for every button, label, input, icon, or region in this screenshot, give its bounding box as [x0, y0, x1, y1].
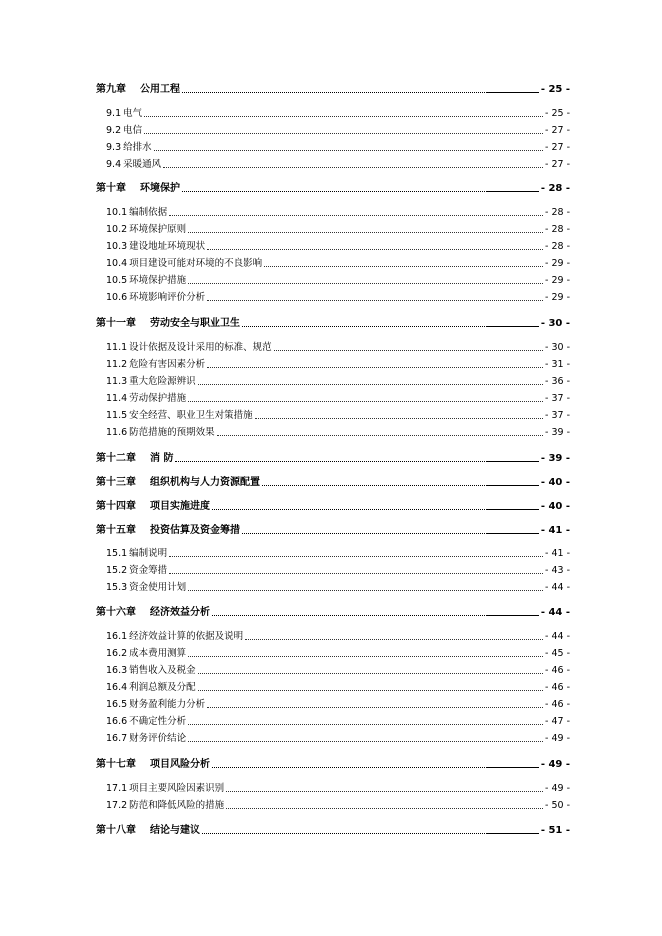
entry-page-number: - 49 -: [545, 783, 570, 794]
entry-title: 投资估算及资金筹措: [150, 525, 240, 536]
entry-page-number: - 49 -: [545, 733, 570, 744]
toc-section-entry[interactable]: [106, 629, 570, 643]
entry-number: 第十四章: [96, 501, 136, 512]
entry-page-number: - 46 -: [545, 665, 570, 676]
dot-leader: [188, 283, 543, 284]
entry-title: 成本费用测算: [129, 648, 187, 659]
entry-number: 16.1: [106, 631, 128, 642]
entry-page-number: - 36 -: [545, 376, 570, 387]
dot-leader: [207, 707, 543, 708]
leader-rule: [487, 326, 539, 327]
entry-page-number: - 47 -: [545, 716, 570, 727]
leader-rule: [487, 461, 539, 462]
dot-leader: [226, 791, 543, 792]
dot-leader: [245, 639, 543, 640]
toc-section-entry[interactable]: [106, 157, 570, 171]
toc-chapter-entry[interactable]: [96, 181, 570, 195]
dot-leader: [198, 384, 543, 385]
entry-number: 10.6: [106, 292, 128, 303]
entry-title: 财务评价结论: [129, 733, 187, 744]
entry-number: 第十五章: [96, 525, 136, 536]
toc-section-entry[interactable]: [106, 731, 570, 745]
entry-number: 第十七章: [96, 759, 136, 770]
entry-title: 经济效益分析: [150, 607, 210, 618]
entry-page-number: - 29 -: [545, 258, 570, 269]
dot-leader: [226, 808, 543, 809]
dot-leader: [198, 690, 543, 691]
dot-leader: [182, 92, 539, 93]
toc-chapter-entry[interactable]: [96, 475, 570, 489]
entry-title: 消 防: [150, 453, 174, 464]
leader-rule: [487, 833, 539, 834]
dot-leader: [207, 367, 543, 368]
toc-section-entry[interactable]: [106, 106, 570, 120]
leader-rule: [487, 767, 539, 768]
leader-rule: [487, 191, 539, 192]
toc-section-entry[interactable]: [106, 580, 570, 594]
entry-title: 防范和降低风险的措施: [129, 800, 225, 811]
entry-number: 16.6: [106, 716, 128, 727]
toc-section-entry[interactable]: [106, 563, 570, 577]
entry-page-number: - 44 -: [540, 607, 570, 618]
dot-leader: [212, 509, 539, 510]
entry-number: 10.2: [106, 224, 128, 235]
toc-section-entry[interactable]: [106, 222, 570, 236]
toc-section-entry[interactable]: [106, 357, 570, 371]
entry-title: 安全经营、职业卫生对策措施: [129, 410, 253, 421]
dot-leader: [169, 573, 543, 574]
entry-number: 11.3: [106, 376, 128, 387]
entry-number: 11.5: [106, 410, 128, 421]
entry-title: 资金使用计划: [129, 582, 187, 593]
entry-number: 第十一章: [96, 318, 136, 329]
toc-section-entry[interactable]: [106, 374, 570, 388]
entry-number: 第九章: [96, 84, 126, 95]
entry-number: 第十章: [96, 183, 126, 194]
dot-leader: [188, 590, 543, 591]
toc-section-entry[interactable]: [106, 680, 570, 694]
entry-page-number: - 45 -: [545, 648, 570, 659]
entry-title: 销售收入及税金: [129, 665, 196, 676]
entry-title: 设计依据及设计采用的标准、规范: [129, 342, 272, 353]
entry-title: 编制依据: [129, 207, 168, 218]
entry-page-number: - 44 -: [545, 631, 570, 642]
entry-page-number: - 27 -: [545, 125, 570, 136]
entry-number: 第十八章: [96, 825, 136, 836]
entry-title: 电气: [123, 108, 143, 119]
dot-leader: [188, 232, 543, 233]
entry-title: 项目风险分析: [150, 759, 210, 770]
dot-leader: [188, 724, 543, 725]
dot-leader: [274, 350, 543, 351]
toc-chapter-entry[interactable]: [96, 451, 570, 465]
toc-section-entry[interactable]: [106, 646, 570, 660]
toc-section-entry[interactable]: [106, 714, 570, 728]
entry-title: 结论与建议: [150, 825, 200, 836]
entry-title: 环境保护措施: [129, 275, 187, 286]
entry-page-number: - 28 -: [545, 207, 570, 218]
leader-rule: [487, 509, 539, 510]
entry-title: 公用工程: [140, 84, 180, 95]
entry-title: 财务盈利能力分析: [129, 699, 206, 710]
dot-leader: [242, 533, 539, 534]
entry-title: 采暖通风: [123, 159, 162, 170]
toc-section-entry[interactable]: [106, 546, 570, 560]
entry-page-number: - 50 -: [545, 800, 570, 811]
entry-title: 危险有害因素分析: [129, 359, 206, 370]
entry-page-number: - 29 -: [545, 275, 570, 286]
entry-page-number: - 41 -: [545, 548, 570, 559]
entry-title: 不确定性分析: [129, 716, 187, 727]
dot-leader: [262, 485, 539, 486]
entry-title: 组织机构与人力资源配置: [150, 477, 260, 488]
entry-number: 9.1: [106, 108, 122, 119]
dot-leader: [144, 116, 543, 117]
entry-number: 16.7: [106, 733, 128, 744]
entry-page-number: - 29 -: [545, 292, 570, 303]
entry-page-number: - 39 -: [540, 453, 570, 464]
entry-number: 10.1: [106, 207, 128, 218]
dot-leader: [182, 191, 539, 192]
entry-title: 建设地址环境现状: [129, 241, 206, 252]
entry-title: 劳动保护措施: [129, 393, 187, 404]
toc-section-entry[interactable]: [106, 781, 570, 795]
toc-section-entry[interactable]: [106, 340, 570, 354]
dot-leader: [264, 266, 543, 267]
entry-number: 11.6: [106, 427, 128, 438]
entry-number: 16.5: [106, 699, 128, 710]
entry-title: 利润总额及分配: [129, 682, 196, 693]
toc-chapter-entry[interactable]: [96, 605, 570, 619]
dot-leader: [207, 249, 543, 250]
entry-page-number: - 31 -: [545, 359, 570, 370]
toc-section-entry[interactable]: [106, 273, 570, 287]
entry-page-number: - 25 -: [545, 108, 570, 119]
entry-page-number: - 43 -: [545, 565, 570, 576]
entry-title: 项目实施进度: [150, 501, 210, 512]
entry-page-number: - 39 -: [545, 427, 570, 438]
entry-number: 第十六章: [96, 607, 136, 618]
toc-chapter-entry[interactable]: [96, 499, 570, 513]
entry-number: 15.3: [106, 582, 128, 593]
toc-chapter-entry[interactable]: [96, 316, 570, 330]
toc-section-entry[interactable]: [106, 256, 570, 270]
toc-chapter-entry[interactable]: [96, 757, 570, 771]
dot-leader: [169, 215, 543, 216]
entry-page-number: - 27 -: [545, 142, 570, 153]
dot-leader: [175, 461, 538, 462]
toc-chapter-entry[interactable]: [96, 523, 570, 537]
entry-page-number: - 46 -: [545, 699, 570, 710]
toc-section-entry[interactable]: [106, 663, 570, 677]
toc-section-entry[interactable]: [106, 798, 570, 812]
entry-page-number: - 28 -: [545, 241, 570, 252]
leader-rule: [487, 485, 539, 486]
entry-title: 给排水: [123, 142, 152, 153]
entry-number: 10.5: [106, 275, 128, 286]
entry-title: 资金筹措: [129, 565, 168, 576]
leader-rule: [487, 92, 539, 93]
entry-title: 经济效益计算的依据及说明: [129, 631, 244, 642]
entry-page-number: - 28 -: [545, 224, 570, 235]
toc-chapter-entry[interactable]: [96, 823, 570, 837]
entry-page-number: - 44 -: [545, 582, 570, 593]
entry-number: 16.2: [106, 648, 128, 659]
entry-page-number: - 49 -: [540, 759, 570, 770]
entry-page-number: - 30 -: [540, 318, 570, 329]
leader-rule: [487, 533, 539, 534]
toc-section-entry[interactable]: [106, 140, 570, 154]
dot-leader: [207, 300, 543, 301]
entry-number: 10.3: [106, 241, 128, 252]
entry-number: 16.3: [106, 665, 128, 676]
leader-rule: [487, 615, 539, 616]
entry-page-number: - 37 -: [545, 393, 570, 404]
entry-page-number: - 46 -: [545, 682, 570, 693]
entry-page-number: - 51 -: [540, 825, 570, 836]
entry-title: 防范措施的预期效果: [129, 427, 215, 438]
toc-section-entry[interactable]: [106, 697, 570, 711]
entry-page-number: - 25 -: [540, 84, 570, 95]
dot-leader: [144, 133, 543, 134]
entry-number: 11.1: [106, 342, 128, 353]
entry-title: 劳动安全与职业卫生: [150, 318, 240, 329]
entry-title: 环境保护原则: [129, 224, 187, 235]
entry-title: 电信: [123, 125, 143, 136]
dot-leader: [163, 167, 543, 168]
toc-section-entry[interactable]: [106, 391, 570, 405]
dot-leader: [202, 833, 539, 834]
entry-page-number: - 30 -: [545, 342, 570, 353]
entry-page-number: - 41 -: [540, 525, 570, 536]
dot-leader: [212, 615, 539, 616]
entry-page-number: - 37 -: [545, 410, 570, 421]
entry-title: 重大危险源辨识: [129, 376, 196, 387]
entry-number: 17.2: [106, 800, 128, 811]
entry-number: 10.4: [106, 258, 128, 269]
entry-number: 9.2: [106, 125, 122, 136]
toc-section-entry[interactable]: [106, 425, 570, 439]
entry-number: 9.3: [106, 142, 122, 153]
toc-section-entry[interactable]: [106, 408, 570, 422]
entry-page-number: - 40 -: [540, 501, 570, 512]
toc-chapter-entry[interactable]: [96, 82, 570, 96]
dot-leader: [188, 656, 543, 657]
entry-number: 第十三章: [96, 477, 136, 488]
entry-page-number: - 27 -: [545, 159, 570, 170]
dot-leader: [169, 556, 543, 557]
toc-section-entry[interactable]: [106, 239, 570, 253]
entry-number: 15.1: [106, 548, 128, 559]
dot-leader: [212, 767, 539, 768]
dot-leader: [242, 326, 539, 327]
dot-leader: [188, 741, 543, 742]
entry-number: 16.4: [106, 682, 128, 693]
dot-leader: [217, 435, 543, 436]
entry-number: 11.2: [106, 359, 128, 370]
entry-number: 15.2: [106, 565, 128, 576]
toc-section-entry[interactable]: [106, 205, 570, 219]
entry-title: 环境保护: [140, 183, 180, 194]
entry-number: 第十二章: [96, 453, 136, 464]
toc-section-entry[interactable]: [106, 290, 570, 304]
entry-title: 编制说明: [129, 548, 168, 559]
entry-title: 项目建设可能对环境的不良影响: [129, 258, 263, 269]
dot-leader: [198, 673, 543, 674]
entry-number: 17.1: [106, 783, 128, 794]
dot-leader: [255, 418, 543, 419]
dot-leader: [154, 150, 543, 151]
toc-section-entry[interactable]: [106, 123, 570, 137]
entry-number: 11.4: [106, 393, 128, 404]
entry-page-number: - 40 -: [540, 477, 570, 488]
entry-title: 环境影响评价分析: [129, 292, 206, 303]
entry-title: 项目主要风险因素识别: [129, 783, 225, 794]
dot-leader: [188, 401, 543, 402]
entry-page-number: - 28 -: [540, 183, 570, 194]
entry-number: 9.4: [106, 159, 122, 170]
